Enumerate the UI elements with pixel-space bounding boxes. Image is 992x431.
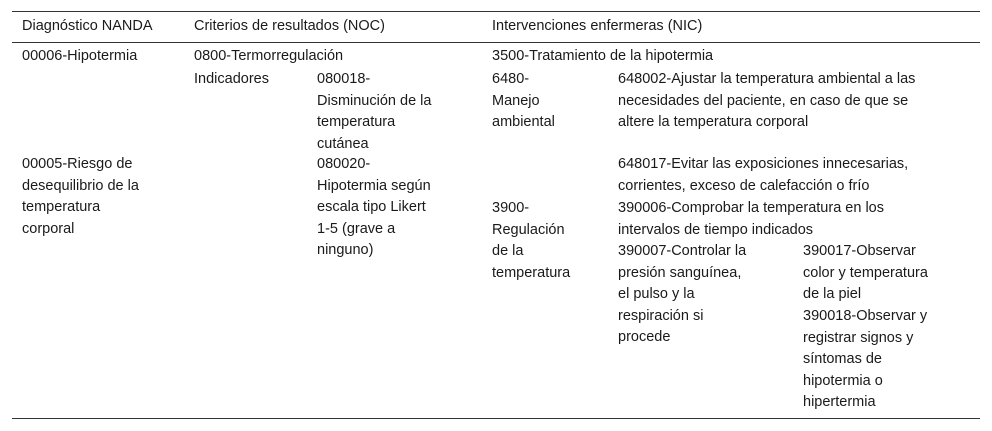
nic-intervention-3900: 3900- Regulación de la temperatura bbox=[492, 200, 571, 281]
nic-activity-648002: 648002-Ajustar la temperatura ambiental a las necesidades del paciente, en caso de que se altere la temperatura corporal bbox=[618, 71, 916, 130]
nanda-diagnosis-1: 00006-Hipotermia bbox=[22, 48, 138, 64]
nanda-diagnosis-2: 00005-Riesgo de desequilibrio de la temperatura corporal bbox=[22, 156, 139, 237]
noc-outcome: 0800-Termorregulación bbox=[194, 48, 344, 64]
header-noc: Criterios de resultados (NOC) bbox=[194, 18, 385, 34]
table-bottom-rule bbox=[12, 418, 980, 419]
nic-intervention-6480: 6480- Manejo ambiental bbox=[492, 71, 555, 130]
nic-activity-390006: 390006-Comprobar la temperatura en los intervalos de tiempo indicados bbox=[618, 200, 884, 238]
nic-main-intervention: 3500-Tratamiento de la hipotermia bbox=[492, 48, 714, 64]
nic-activity-390017: 390017-Observar color y temperatura de la piel bbox=[803, 243, 928, 302]
nic-activity-390007: 390007-Controlar la presión sanguínea, el pulso y la respiración si procede bbox=[618, 243, 747, 345]
noc-indicator-2: 080020- Hipotermia según escala tipo Likert 1-5 (grave a ninguno) bbox=[317, 156, 431, 258]
nic-activity-390018: 390018-Observar y registrar signos y síntomas de hipotermia o hipertermia bbox=[803, 308, 928, 410]
nic-activity-648017: 648017-Evitar las exposiciones innecesarias, corrientes, exceso de calefacción o frío bbox=[618, 156, 909, 194]
noc-indicator-1: 080018- Disminución de la temperatura cutánea bbox=[317, 71, 432, 152]
header-nanda: Diagnóstico NANDA bbox=[22, 18, 153, 34]
table-header-rule bbox=[12, 42, 980, 43]
noc-indicators-label: Indicadores bbox=[194, 71, 269, 87]
table-top-rule bbox=[12, 11, 980, 12]
header-nic: Intervenciones enfermeras (NIC) bbox=[492, 18, 703, 34]
